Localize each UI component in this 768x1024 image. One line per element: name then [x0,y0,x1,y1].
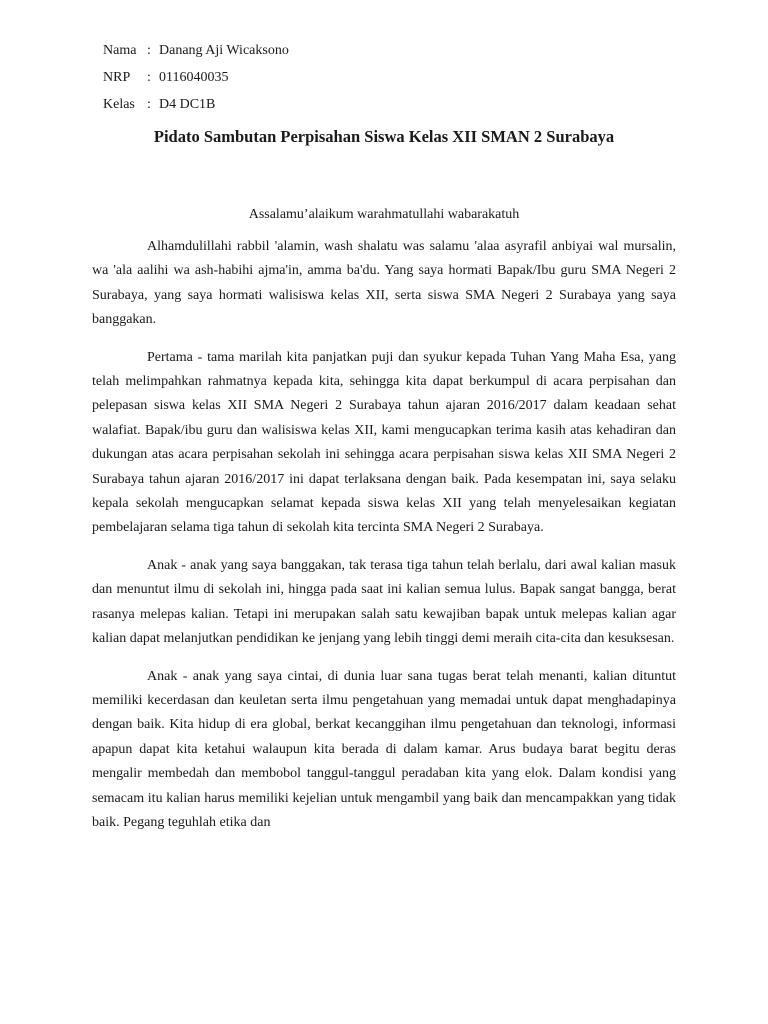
info-row-name [103,37,289,64]
paragraph: Anak - anak yang saya banggakan, tak terasa tiga tahun telah berlalu, dari awal kalian masuk dan menuntut ilmu di sekolah ini, hingga pada saat ini kalian semua lulus. Bapak sangat bangga, berat rasanya melepas kalian. Tetapi ini merupakan salah satu kewajiban bapak untuk melepas kalian agar kalian dapat melanjutkan pendidikan ke jenjang yang lebih tinggi demi meraih cita-cita dan kesuksesan. [92,557,676,647]
paragraph: Pertama - tama marilah kita panjatkan puji dan syukur kepada Tuhan Yang Maha Esa, yang telah melimpahkan rahmatnya kepada kita, sehingga kita dapat berkumpul di acara perpisahan dan pelepasan siswa kelas XII SMA Negeri 2 Surabaya tahun ajaran 2016/2017 dalam keadaan sehat walafiat. Bapak/ibu guru dan walisiswa kelas XII, kami mengucapkan terima kasih atas kehadiran dan dukungan atas acara perpisahan sekolah ini sehingga acara perpisahan siswa kelas XII SMA Negeri 2 Surabaya tahun ajaran 2016/2017 ini dapat terlaksana dengan baik. Pada kesempatan ini, saya selaku kepala sekolah mengucapkan selamat kepada siswa kelas XII yang telah menyelesaikan kegiatan pembelajaran selama tiga tahun di sekolah kita tercinta SMA Negeri 2 Surabaya. [92,349,676,536]
info-value: 0116040035 [159,70,229,85]
info-label: NRP [103,70,131,85]
info-label: Nama [103,43,137,58]
info-separator: : [147,97,151,112]
info-row-class [103,91,289,118]
paragraph: Anak - anak yang saya cintai, di dunia luar sana tugas berat telah menanti, kalian dituntut memiliki kecerdasan dan keuletan serta ilmu pengetahuan yang memadai untuk dapat menghadapinya dengan baik. Kita hidup di era global, berkat kecanggihan ilmu pengetahuan dan teknologi, informasi apapun dapat kita ketahui walaupun kita berada di dalam kamar. Arus budaya barat begitu deras mengalir membedah dan membobol tanggul-tanggul peradaban kita yang elok. Dalam kondisi yang semacam itu kalian harus memiliki kejelian untuk mengambil yang baik dan mencampakkan yang tidak baik. Pegang teguhlah etika dan [92,668,676,830]
info-row-nrp [103,64,289,91]
student-info [103,37,289,118]
opening-greeting: Assalamu’alaikum warahmatullahi wabarakatuh [248,207,520,222]
info-separator: : [147,70,151,85]
info-label: Kelas [103,97,135,112]
paragraph: Alhamdulillahi rabbil 'alamin, wash shalatu was salamu 'alaa asyrafil anbiyai wal mursalin, wa 'ala aalihi wa ash-habihi ajma'in, amma ba'du. Yang saya hormati Bapak/Ibu guru SMA Negeri 2 Surabaya, yang saya hormati walisiswa kelas XII, serta siswa SMA Negeri 2 Surabaya yang saya banggakan. [92,239,676,328]
info-separator: : [147,43,151,58]
info-value: D4 DC1B [159,97,216,112]
speech-body [92,235,676,848]
info-value: Danang Aji Wicaksono [159,43,289,58]
document-title: Pidato Sambutan Perpisahan Siswa Kelas XII SMAN 2 Surabaya [153,127,615,146]
